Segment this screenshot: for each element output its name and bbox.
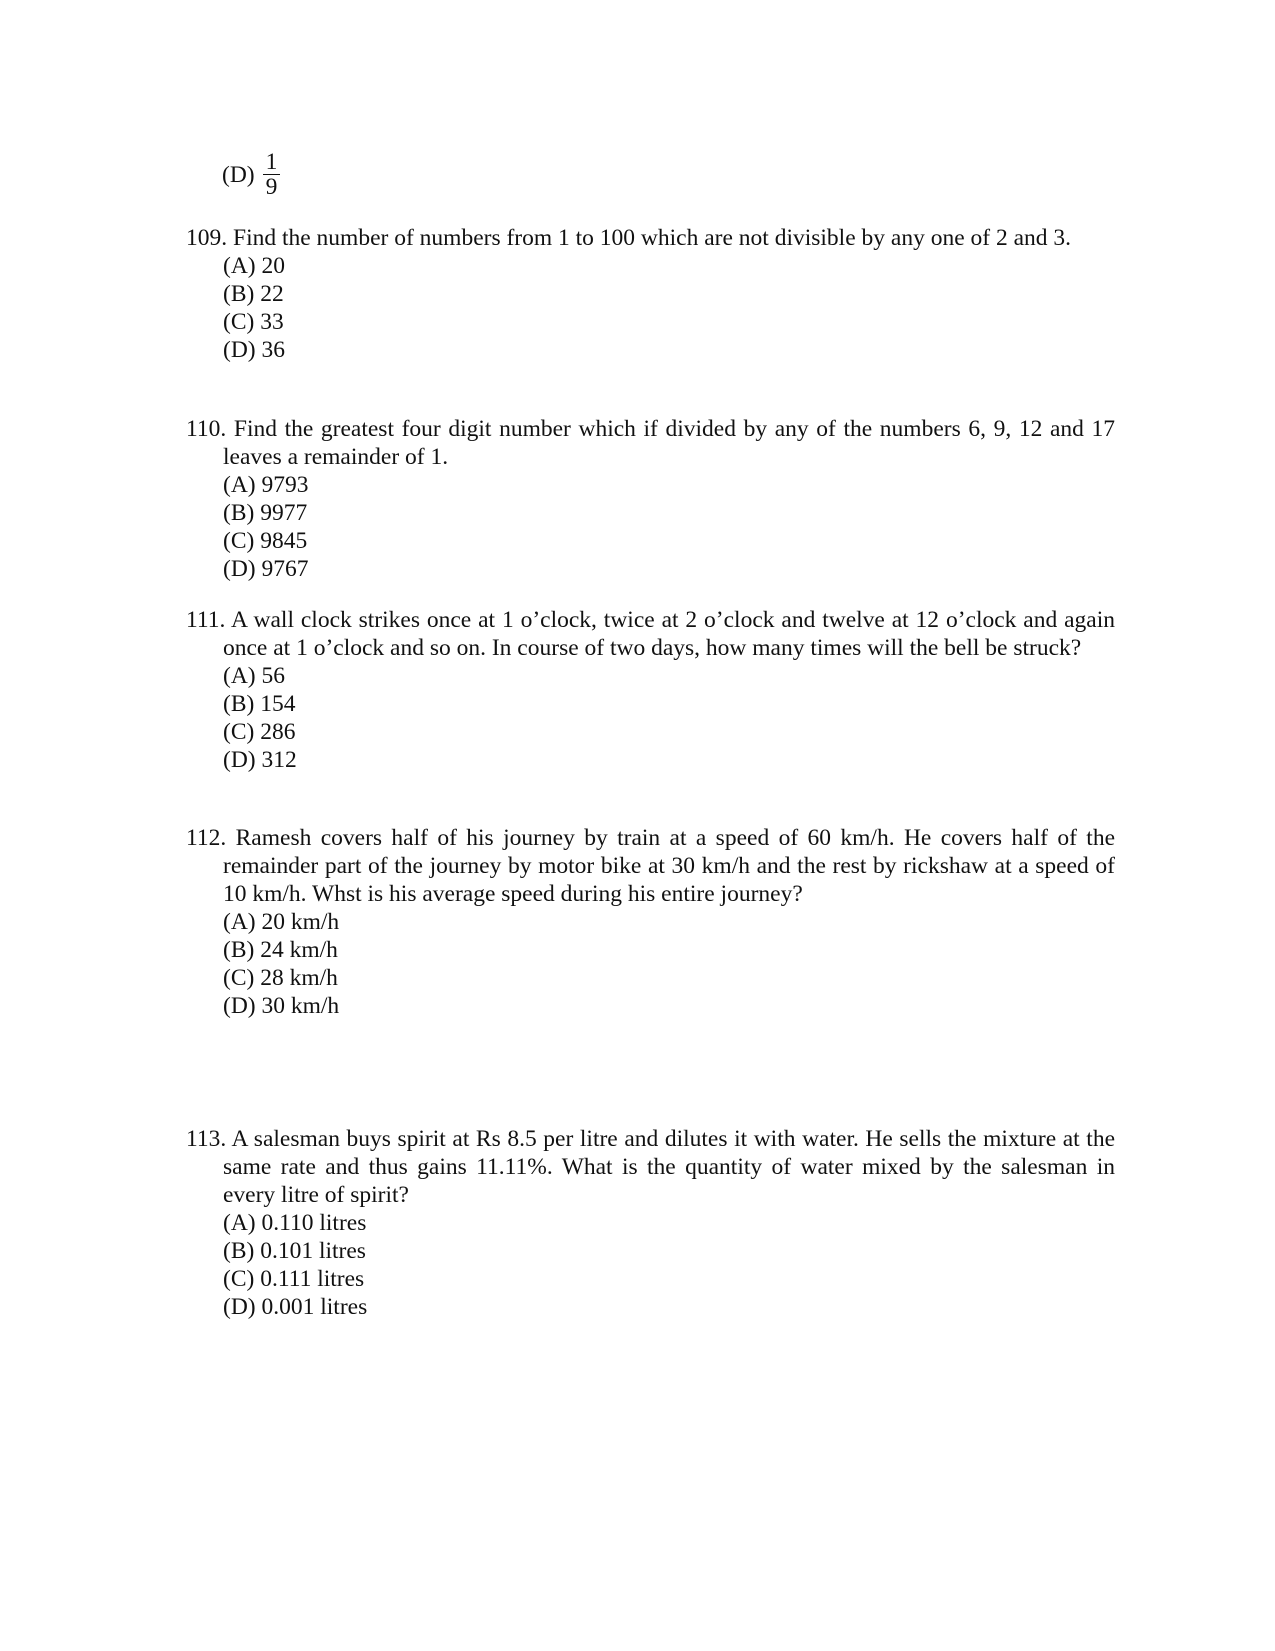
option-list xyxy=(186,471,1115,583)
option-c: (C) 28 km/h xyxy=(223,965,338,991)
option-d: (D) 36 xyxy=(223,337,285,363)
option-list xyxy=(186,908,1115,1020)
option-c: (C) 0.111 litres xyxy=(223,1266,365,1292)
option-b: (B) 9977 xyxy=(223,500,308,526)
question-text: 111. A wall clock strikes once at 1 o’clock, twice at 2 o’clock and twelve at 12 o’clock and again once at 1 o’clock and so on. In course of two days, how many times will the bell be struck? xyxy=(186,607,1115,661)
option-d: (D) 312 xyxy=(223,747,297,773)
question-110 xyxy=(186,415,1115,583)
question-113 xyxy=(186,1125,1115,1321)
question-text: 113. A salesman buys spirit at Rs 8.5 per litre and dilutes it with water. He sells the mixture at the same rate and thus gains 11.11%. What is the quantity of water mixed by the salesman in every litre of spirit? xyxy=(186,1126,1115,1208)
carryover-option-d xyxy=(222,150,280,199)
option-a: (A) 56 xyxy=(223,663,285,689)
question-112 xyxy=(186,824,1115,1020)
option-list xyxy=(186,252,1115,364)
option-a: (A) 9793 xyxy=(223,472,309,498)
option-d: (D) 30 km/h xyxy=(223,993,340,1019)
option-a: (A) 0.110 litres xyxy=(223,1210,367,1236)
fraction-numerator: 1 xyxy=(263,150,281,175)
fraction-denominator: 9 xyxy=(265,174,278,200)
option-b: (B) 154 xyxy=(223,691,296,717)
question-109 xyxy=(186,224,1115,364)
option-c: (C) 286 xyxy=(223,719,296,745)
option-d: (D) 9767 xyxy=(223,556,309,582)
option-d: (D) 0.001 litres xyxy=(223,1294,368,1320)
option-list xyxy=(186,1209,1115,1321)
option-b: (B) 0.101 litres xyxy=(223,1238,366,1264)
option-list xyxy=(186,662,1115,774)
option-b: (B) 24 km/h xyxy=(223,937,338,963)
question-text: 110. Find the greatest four digit number which if divided by any of the numbers 6, 9, 12 and 17 leaves a remainder of 1. xyxy=(186,416,1115,470)
option-a: (A) 20 xyxy=(223,253,285,279)
option-c: (C) 33 xyxy=(223,309,284,335)
question-111 xyxy=(186,606,1115,774)
question-text: 112. Ramesh covers half of his journey by train at a speed of 60 km/h. He covers half of the remainder part of the journey by motor bike at 30 km/h and the rest by rickshaw at a speed of 10 km/h. Whst is his average speed during his entire journey? xyxy=(186,825,1115,907)
option-c: (C) 9845 xyxy=(223,528,308,554)
question-text: 109. Find the number of numbers from 1 to 100 which are not divisible by any one of 2 and 3. xyxy=(186,225,1072,251)
option-a: (A) 20 km/h xyxy=(223,909,340,935)
option-b: (B) 22 xyxy=(223,281,284,307)
option-label: (D) xyxy=(222,161,255,188)
fraction xyxy=(263,150,281,199)
